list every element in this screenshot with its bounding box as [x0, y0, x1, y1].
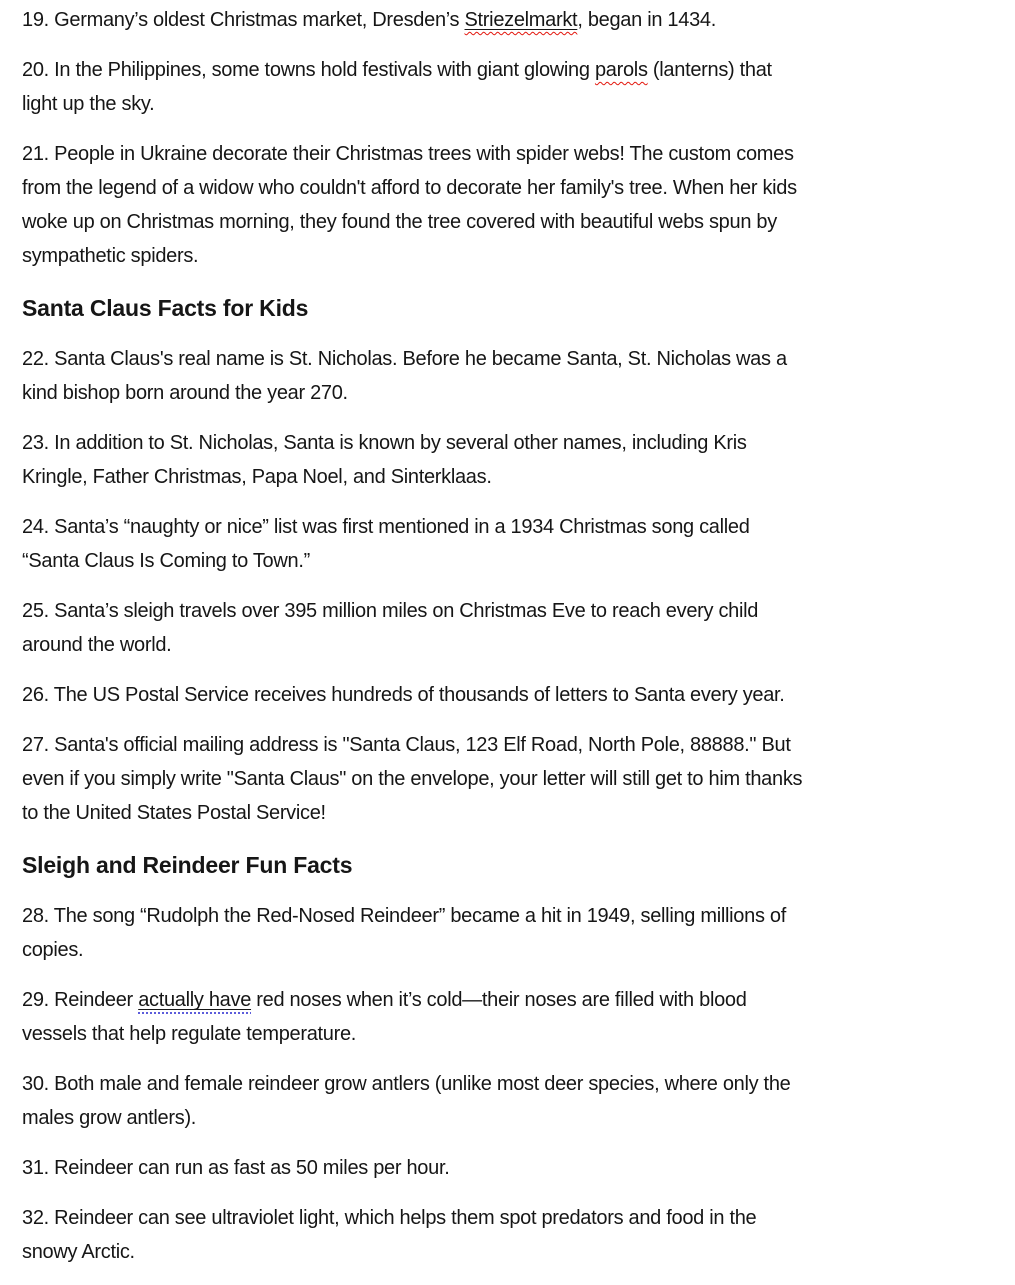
document-body[interactable] [22, 3, 995, 1269]
fact-paragraph[interactable] [22, 728, 995, 830]
fact-paragraph[interactable] [22, 342, 995, 410]
text-line: kind bishop born around the year 270. [22, 382, 348, 404]
text-line: 21. People in Ukraine decorate their Christmas trees with spider webs! The custom comes [22, 143, 794, 165]
text-line: 20. In the Philippines, some towns hold festivals with giant glowing parols (lanterns) that [22, 59, 772, 81]
text-line: Kringle, Father Christmas, Papa Noel, and Sinterklaas. [22, 466, 492, 488]
section-heading[interactable]: Santa Claus Facts for Kids [22, 295, 309, 321]
text-line: 30. Both male and female reindeer grow antlers (unlike most deer species, where only the [22, 1073, 791, 1095]
underlined-text: actually have [138, 989, 252, 1011]
text-line: snowy Arctic. [22, 1241, 135, 1263]
fact-paragraph[interactable] [22, 1067, 995, 1135]
text-line: 31. Reindeer can run as fast as 50 miles per hour. [22, 1157, 450, 1179]
fact-paragraph[interactable] [22, 1151, 995, 1185]
text-line: 26. The US Postal Service receives hundreds of thousands of letters to Santa every year. [22, 684, 785, 706]
text-line: 23. In addition to St. Nicholas, Santa is known by several other names, including Kris [22, 432, 747, 454]
text-line: 28. The song “Rudolph the Red-Nosed Reindeer” became a hit in 1949, selling millions of [22, 905, 786, 927]
fact-paragraph[interactable] [22, 426, 995, 494]
text-line: copies. [22, 939, 84, 961]
underlined-text: Striezelmarkt [464, 9, 578, 31]
fact-paragraph[interactable] [22, 1201, 995, 1269]
text-line: from the legend of a widow who couldn't afford to decorate her family's tree. When her kids [22, 177, 797, 199]
text-line: 32. Reindeer can see ultraviolet light, which helps them spot predators and food in the [22, 1207, 757, 1229]
misspelled-word[interactable] [465, 9, 578, 31]
fact-paragraph[interactable] [22, 510, 995, 578]
grammar-suggestion-word[interactable] [138, 989, 251, 1011]
text-line: 24. Santa’s “naughty or nice” list was first mentioned in a 1934 Christmas song called [22, 516, 750, 538]
fact-paragraph[interactable] [22, 137, 995, 273]
fact-paragraph[interactable] [22, 594, 995, 662]
fact-paragraph[interactable] [22, 3, 995, 37]
text-line: sympathetic spiders. [22, 245, 199, 267]
text-line: woke up on Christmas morning, they found the tree covered with beautiful webs spun by [22, 211, 777, 233]
fact-paragraph[interactable] [22, 899, 995, 967]
misspelled-word[interactable]: parols [594, 59, 648, 81]
section-heading[interactable]: Sleigh and Reindeer Fun Facts [22, 852, 353, 878]
text-line: 25. Santa’s sleigh travels over 395 million miles on Christmas Eve to reach every child [22, 600, 759, 622]
fact-paragraph[interactable] [22, 678, 995, 712]
text-line: vessels that help regulate temperature. [22, 1023, 357, 1045]
text-line: 22. Santa Claus's real name is St. Nicholas. Before he became Santa, St. Nicholas was a [22, 348, 787, 370]
text-line: light up the sky. [22, 93, 155, 115]
fact-paragraph[interactable] [22, 983, 995, 1051]
text-line: to the United States Postal Service! [22, 802, 326, 824]
text-line: 19. Germany’s oldest Christmas market, Dresden’s Striezelmarkt, began in 1434. [22, 9, 716, 31]
text-line: 27. Santa's official mailing address is "Santa Claus, 123 Elf Road, North Pole, 88888." But [22, 734, 791, 756]
fact-paragraph[interactable] [22, 53, 995, 121]
text-line: males grow antlers). [22, 1107, 197, 1129]
text-line: “Santa Claus Is Coming to Town.” [22, 550, 310, 572]
text-line: around the world. [22, 634, 172, 656]
text-line: even if you simply write "Santa Claus" on the envelope, your letter will still get to him thanks [22, 768, 803, 790]
text-line: 29. Reindeer actually have red noses when it’s cold—their noses are filled with blood [22, 989, 747, 1011]
